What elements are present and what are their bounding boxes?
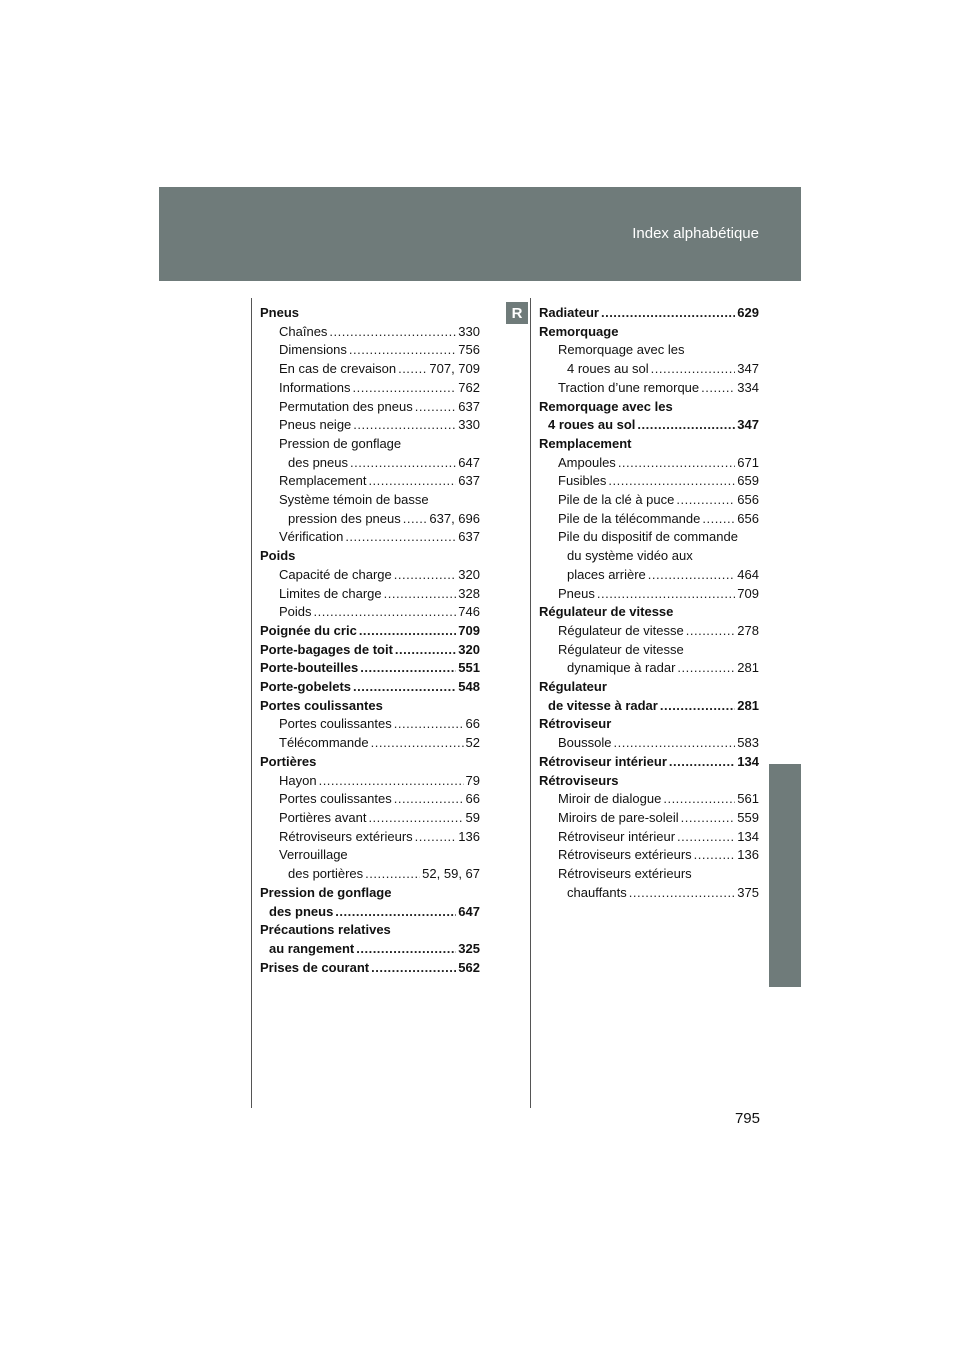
index-entry bbox=[260, 416, 480, 435]
index-entry bbox=[260, 341, 480, 360]
index-entry bbox=[539, 622, 759, 641]
leader-dots bbox=[601, 304, 735, 323]
index-entry-term: Régulateur de vitesse bbox=[539, 604, 674, 620]
index-entry-page: 707, 709 bbox=[429, 361, 480, 377]
leader-dots bbox=[613, 734, 735, 753]
index-entry-term: Informations bbox=[279, 379, 351, 395]
index-entry-term: Pile de la clé à puce bbox=[558, 492, 675, 508]
index-entry bbox=[260, 491, 480, 510]
index-entry bbox=[539, 828, 759, 847]
index-entry-term: Régulateur bbox=[539, 679, 607, 695]
index-entry bbox=[260, 379, 480, 398]
index-entry-term: Prises de courant bbox=[260, 959, 370, 975]
index-entry-term: En cas de crevaison bbox=[279, 361, 397, 377]
index-entry-term: Pneus neige bbox=[279, 417, 352, 433]
index-entry bbox=[260, 828, 480, 847]
index-entry-term: Portes coulissantes bbox=[260, 697, 383, 713]
index-entry bbox=[539, 398, 759, 417]
leader-dots bbox=[415, 828, 457, 847]
index-entry-page: 762 bbox=[458, 379, 480, 395]
index-entry-page: 278 bbox=[737, 622, 759, 638]
column-divider-middle bbox=[530, 298, 531, 1108]
index-entry bbox=[539, 547, 759, 566]
index-entry bbox=[260, 940, 480, 959]
index-entry-page: 659 bbox=[737, 473, 759, 489]
index-entry bbox=[539, 528, 759, 547]
index-column-left bbox=[260, 304, 480, 977]
leader-dots bbox=[329, 323, 456, 342]
index-entry bbox=[260, 715, 480, 734]
index-entry bbox=[260, 790, 480, 809]
index-entry-page: 561 bbox=[737, 791, 759, 807]
index-entry-term: Rétroviseur bbox=[539, 716, 612, 732]
leader-dots bbox=[618, 454, 735, 473]
index-entry-page: 671 bbox=[737, 454, 759, 470]
index-entry bbox=[539, 790, 759, 809]
index-entry-term: Rétroviseurs extérieurs bbox=[279, 828, 413, 844]
leader-dots bbox=[694, 846, 736, 865]
header-band bbox=[159, 187, 801, 281]
index-entry bbox=[539, 510, 759, 529]
index-entry bbox=[539, 379, 759, 398]
index-entry bbox=[539, 603, 759, 622]
index-entry-page: 656 bbox=[737, 492, 759, 508]
index-entry-term: Rétroviseur intérieur bbox=[539, 753, 667, 769]
index-entry bbox=[260, 528, 480, 547]
index-entry-term: Miroirs de pare-soleil bbox=[558, 809, 679, 825]
index-entry-term: Ampoules bbox=[558, 454, 616, 470]
index-entry-term: 4 roues au sol bbox=[548, 417, 636, 433]
index-entry-term: Précautions relatives bbox=[260, 922, 391, 938]
leader-dots bbox=[319, 772, 464, 791]
index-entry-page: 656 bbox=[737, 510, 759, 526]
index-entry-term: Remorquage avec les bbox=[558, 342, 685, 358]
leader-dots bbox=[415, 398, 457, 417]
index-entry-term: Porte-gobelets bbox=[260, 679, 352, 695]
index-entry bbox=[260, 884, 480, 903]
index-entry-page: 347 bbox=[737, 361, 759, 377]
index-entry-term: Poids bbox=[260, 548, 296, 564]
index-entry bbox=[260, 846, 480, 865]
index-entry-page: 320 bbox=[458, 641, 480, 657]
index-entry bbox=[539, 566, 759, 585]
index-entry-term: des pneus bbox=[288, 454, 348, 470]
index-entry-term: de vitesse à radar bbox=[548, 697, 658, 713]
index-entry bbox=[539, 884, 759, 903]
index-entry-page: 281 bbox=[737, 660, 759, 676]
index-entry bbox=[260, 472, 480, 491]
index-entry-page: 59 bbox=[465, 809, 480, 825]
index-entry-term: pression des pneus bbox=[288, 510, 401, 526]
index-entry-term: Boussole bbox=[558, 735, 612, 751]
section-side-tab bbox=[769, 764, 801, 987]
index-entry-page: 325 bbox=[458, 940, 480, 956]
index-entry-page: 629 bbox=[737, 305, 759, 320]
index-entry bbox=[260, 678, 480, 697]
index-entry bbox=[539, 341, 759, 360]
index-entry-page: 334 bbox=[737, 379, 759, 395]
index-entry-page: 583 bbox=[737, 735, 759, 751]
index-entry-term: Portières bbox=[260, 753, 317, 769]
index-entry-page: 66 bbox=[465, 791, 480, 807]
index-entry-page: 756 bbox=[458, 342, 480, 358]
index-entry bbox=[260, 753, 480, 772]
index-entry-term: Régulateur de vitesse bbox=[558, 641, 684, 657]
index-entry bbox=[539, 734, 759, 753]
leader-dots bbox=[356, 940, 456, 959]
index-entry-term: Miroir de dialogue bbox=[558, 791, 662, 807]
leader-dots bbox=[394, 790, 464, 809]
index-entry bbox=[539, 865, 759, 884]
index-entry-page: 548 bbox=[458, 679, 480, 695]
index-entry-term: Télécommande bbox=[279, 735, 369, 751]
index-entry-term: Remplacement bbox=[539, 435, 632, 451]
index-entry bbox=[260, 734, 480, 753]
index-entry-term: dynamique à radar bbox=[567, 660, 676, 676]
leader-dots bbox=[349, 341, 456, 360]
leader-dots bbox=[686, 622, 736, 641]
index-entry-term: Dimensions bbox=[279, 342, 347, 358]
leader-dots bbox=[629, 884, 736, 903]
leader-dots bbox=[660, 697, 735, 716]
index-entry-term: des pneus bbox=[269, 903, 334, 919]
leader-dots bbox=[701, 379, 735, 398]
index-entry-term: Porte-bagages de toit bbox=[260, 641, 393, 657]
index-entry-term: Pile du dispositif de commande bbox=[558, 529, 738, 545]
index-entry-page: 559 bbox=[737, 809, 759, 825]
index-entry bbox=[260, 323, 480, 342]
index-entry-term: Rétroviseur intérieur bbox=[558, 828, 676, 844]
index-entry-term: Traction d’une remorque bbox=[558, 379, 700, 395]
index-column-right bbox=[539, 304, 759, 903]
index-entry-term: Système témoin de basse bbox=[279, 492, 429, 508]
index-entry bbox=[539, 416, 759, 435]
index-entry-page: 375 bbox=[737, 884, 759, 900]
index-entry-term: Portières avant bbox=[279, 809, 367, 825]
leader-dots bbox=[360, 659, 456, 678]
index-entry-term: Remplacement bbox=[279, 473, 367, 489]
leader-dots bbox=[368, 809, 463, 828]
index-letter-badge: R bbox=[506, 302, 528, 324]
index-entry-term: Poids bbox=[279, 604, 312, 620]
index-entry bbox=[260, 921, 480, 940]
index-entry-page: 637, 696 bbox=[429, 510, 480, 526]
leader-dots bbox=[608, 472, 735, 491]
index-entry-term: Capacité de charge bbox=[279, 566, 392, 582]
leader-dots bbox=[371, 959, 456, 978]
index-entry-term: places arrière bbox=[567, 566, 646, 582]
leader-dots bbox=[359, 622, 456, 641]
index-entry-page: 562 bbox=[458, 959, 480, 975]
leader-dots bbox=[597, 585, 735, 604]
index-entry-page: 347 bbox=[737, 417, 759, 433]
index-entry-term: Rétroviseurs bbox=[539, 772, 619, 788]
index-entry-term: Vérification bbox=[279, 529, 344, 545]
index-entry-page: 66 bbox=[465, 716, 480, 732]
index-entry-term: Pneus bbox=[558, 585, 595, 601]
section-title: Index alphabétique bbox=[632, 225, 759, 242]
index-entry-page: 746 bbox=[458, 604, 480, 620]
index-entry bbox=[260, 903, 480, 922]
index-entry bbox=[539, 678, 759, 697]
index-entry bbox=[260, 641, 480, 660]
leader-dots bbox=[314, 603, 457, 622]
leader-dots bbox=[676, 491, 735, 510]
index-entry bbox=[539, 472, 759, 491]
index-entry-term: au rangement bbox=[269, 940, 355, 956]
index-entry bbox=[260, 435, 480, 454]
index-entry bbox=[260, 510, 480, 529]
index-entry-page: 709 bbox=[458, 622, 480, 638]
index-entry-page: 320 bbox=[458, 566, 480, 582]
index-entry-page: 52 bbox=[465, 735, 480, 751]
column-divider-left bbox=[251, 298, 252, 1108]
leader-dots bbox=[677, 659, 735, 678]
index-entry-term: Pile de la télécommande bbox=[558, 510, 701, 526]
index-entry bbox=[260, 566, 480, 585]
index-entry-term: du système vidéo aux bbox=[567, 548, 693, 564]
index-entry-term: Radiateur bbox=[539, 305, 599, 320]
index-entry-term: Porte-bouteilles bbox=[260, 660, 359, 676]
index-entry-page: 134 bbox=[737, 753, 759, 769]
index-entry bbox=[539, 809, 759, 828]
index-entry bbox=[539, 585, 759, 604]
index-entry-term: des portières bbox=[288, 866, 364, 882]
leader-dots bbox=[648, 566, 736, 585]
index-entry-page: 136 bbox=[458, 828, 480, 844]
index-entry-term: Rétroviseurs extérieurs bbox=[558, 866, 692, 882]
leader-dots bbox=[368, 472, 456, 491]
index-entry bbox=[539, 715, 759, 734]
leader-dots bbox=[395, 641, 456, 660]
index-entry-page: 637 bbox=[458, 473, 480, 489]
index-entry bbox=[260, 697, 480, 716]
index-entry bbox=[260, 809, 480, 828]
index-entry-page: 52, 59, 67 bbox=[422, 866, 480, 882]
index-entry-page: 637 bbox=[458, 529, 480, 545]
index-entry bbox=[260, 304, 480, 323]
index-entry bbox=[539, 454, 759, 473]
leader-dots bbox=[353, 416, 456, 435]
index-entry bbox=[539, 323, 759, 342]
index-entry bbox=[539, 753, 759, 772]
leader-dots bbox=[663, 790, 735, 809]
index-entry-term: Pression de gonflage bbox=[260, 884, 392, 900]
index-entry bbox=[539, 659, 759, 678]
leader-dots bbox=[669, 753, 735, 772]
leader-dots bbox=[394, 566, 457, 585]
index-entry bbox=[260, 659, 480, 678]
index-entry bbox=[539, 435, 759, 454]
index-entry bbox=[539, 491, 759, 510]
leader-dots bbox=[651, 360, 736, 379]
leader-dots bbox=[353, 678, 456, 697]
index-entry-term: Portes coulissantes bbox=[279, 716, 392, 732]
index-entry-term: Remorquage avec les bbox=[539, 398, 673, 414]
index-entry-term: Fusibles bbox=[558, 473, 607, 489]
index-entry bbox=[260, 547, 480, 566]
index-entry bbox=[260, 360, 480, 379]
leader-dots bbox=[371, 734, 464, 753]
index-entry-page: 281 bbox=[737, 697, 759, 713]
leader-dots bbox=[702, 510, 735, 529]
index-entry bbox=[260, 622, 480, 641]
index-entry-term: 4 roues au sol bbox=[567, 361, 649, 377]
index-entry bbox=[260, 603, 480, 622]
index-entry-page: 464 bbox=[737, 566, 759, 582]
index-entry bbox=[260, 398, 480, 417]
index-entry-term: Verrouillage bbox=[279, 847, 348, 863]
leader-dots bbox=[677, 828, 735, 847]
index-entry bbox=[539, 360, 759, 379]
index-entry-page: 136 bbox=[737, 847, 759, 863]
leader-dots bbox=[403, 510, 428, 529]
index-entry bbox=[260, 959, 480, 978]
index-entry-page: 134 bbox=[737, 828, 759, 844]
index-entry-page: 328 bbox=[458, 585, 480, 601]
index-entry-page: 330 bbox=[458, 417, 480, 433]
leader-dots bbox=[394, 715, 464, 734]
index-entry bbox=[260, 454, 480, 473]
index-entry-term: Pneus bbox=[260, 305, 300, 320]
index-entry-term: Chaînes bbox=[279, 323, 328, 339]
leader-dots bbox=[350, 454, 456, 473]
index-entry bbox=[539, 772, 759, 791]
index-entry-term: Portes coulissantes bbox=[279, 791, 392, 807]
leader-dots bbox=[384, 585, 457, 604]
index-entry bbox=[539, 304, 759, 323]
index-entry-term: Poignée du cric bbox=[260, 622, 357, 638]
index-entry-page: 709 bbox=[737, 585, 759, 601]
index-entry bbox=[539, 641, 759, 660]
index-entry-page: 330 bbox=[458, 323, 480, 339]
page-number: 795 bbox=[734, 1110, 760, 1127]
index-entry-term: Régulateur de vitesse bbox=[558, 622, 684, 638]
index-entry-page: 647 bbox=[458, 454, 480, 470]
leader-dots bbox=[398, 360, 427, 379]
index-entry-term: Permutation des pneus bbox=[279, 398, 413, 414]
leader-dots bbox=[345, 528, 456, 547]
index-entry-term: Pression de gonflage bbox=[279, 435, 402, 451]
index-entry bbox=[260, 585, 480, 604]
index-entry-term: Remorquage bbox=[539, 323, 619, 339]
index-entry-page: 551 bbox=[458, 660, 480, 676]
index-entry bbox=[539, 846, 759, 865]
index-entry bbox=[260, 865, 480, 884]
index-entry-page: 647 bbox=[458, 903, 480, 919]
leader-dots bbox=[353, 379, 457, 398]
index-entry-term: Limites de charge bbox=[279, 585, 382, 601]
index-entry-page: 637 bbox=[458, 398, 480, 414]
index-entry-term: Hayon bbox=[279, 772, 317, 788]
index-entry-term: chauffants bbox=[567, 884, 627, 900]
index-entry-page: 79 bbox=[465, 772, 480, 788]
leader-dots bbox=[637, 416, 735, 435]
leader-dots bbox=[365, 865, 420, 884]
index-entry bbox=[539, 697, 759, 716]
index-entry-term: Rétroviseurs extérieurs bbox=[558, 847, 692, 863]
leader-dots bbox=[681, 809, 736, 828]
index-entry bbox=[260, 772, 480, 791]
leader-dots bbox=[335, 903, 456, 922]
